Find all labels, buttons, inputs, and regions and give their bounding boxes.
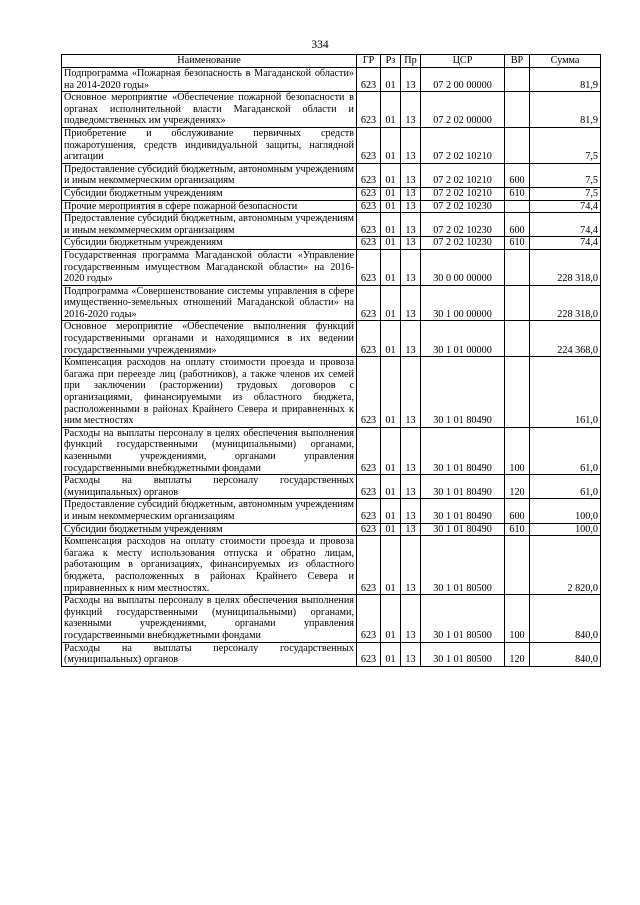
- table-header-row: [62, 55, 601, 68]
- cell-name: Основное мероприятие «Обеспечение выполнения функций государственными органами и находящимися в их ведении государственными учреждениями»: [62, 321, 357, 357]
- cell-name: Основное мероприятие «Обеспечение пожарной безопасности в органах исполнительной власти Магаданской области и подведомственных им учреждениях»: [62, 92, 357, 128]
- cell-sum: 100,0: [530, 523, 601, 536]
- header-sum: Сумма: [530, 55, 601, 68]
- cell-rz: 01: [381, 536, 401, 595]
- cell-csr: 07 2 02 10230: [421, 200, 505, 213]
- cell-gr: 623: [357, 523, 381, 536]
- cell-sum: 74,4: [530, 237, 601, 250]
- cell-csr: 07 2 02 10210: [421, 127, 505, 163]
- cell-name: Компенсация расходов на оплату стоимости проезда и провоза багажа к месту использования отпуска и обратно лицам, работающим в организациях, финансируемых из областного бюджета, расположенных в районах Крайнего Севера и приравненных к ним местностях.: [62, 536, 357, 595]
- cell-rz: 01: [381, 595, 401, 642]
- cell-name: Расходы на выплаты персоналу в целях обеспечения выполнения функций государственными (муниципальными) органами, казенными учреждениями, органами управления государственными внебюджетными фондами: [62, 595, 357, 642]
- table-row: [62, 285, 601, 321]
- cell-gr: 623: [357, 536, 381, 595]
- cell-gr: 623: [357, 237, 381, 250]
- table-row: [62, 523, 601, 536]
- cell-rz: 01: [381, 499, 401, 523]
- cell-csr: 07 2 02 10210: [421, 163, 505, 187]
- cell-sum: 228 318,0: [530, 249, 601, 285]
- table-row: [62, 475, 601, 499]
- cell-rz: 01: [381, 163, 401, 187]
- cell-gr: 623: [357, 427, 381, 474]
- header-gr: ГР: [357, 55, 381, 68]
- cell-vr: [505, 357, 530, 428]
- cell-sum: 161,0: [530, 357, 601, 428]
- cell-sum: 840,0: [530, 595, 601, 642]
- cell-name: Подпрограмма «Совершенствование системы управления в сфере имущественно-земельных отношений Магаданской области» на 2016-2020 годы»: [62, 285, 357, 321]
- cell-pr: 13: [401, 642, 421, 666]
- cell-pr: 13: [401, 68, 421, 92]
- cell-csr: 30 1 01 80490: [421, 523, 505, 536]
- cell-pr: 13: [401, 213, 421, 237]
- cell-name: Расходы на выплаты персоналу в целях обеспечения выполнения функций государственными (муниципальными) органами, казенными учреждениями, органами управления государственными внебюджетными фондами: [62, 427, 357, 474]
- cell-sum: 61,0: [530, 475, 601, 499]
- cell-sum: 74,4: [530, 213, 601, 237]
- table-row: [62, 163, 601, 187]
- cell-pr: 13: [401, 187, 421, 200]
- cell-vr: [505, 536, 530, 595]
- cell-pr: 13: [401, 163, 421, 187]
- cell-gr: 623: [357, 213, 381, 237]
- table-row: [62, 68, 601, 92]
- cell-gr: 623: [357, 595, 381, 642]
- cell-sum: 840,0: [530, 642, 601, 666]
- cell-rz: 01: [381, 642, 401, 666]
- cell-sum: 74,4: [530, 200, 601, 213]
- cell-sum: 7,5: [530, 163, 601, 187]
- cell-rz: 01: [381, 427, 401, 474]
- cell-vr: 100: [505, 427, 530, 474]
- cell-rz: 01: [381, 213, 401, 237]
- cell-csr: 30 1 01 80500: [421, 642, 505, 666]
- cell-gr: 623: [357, 642, 381, 666]
- cell-name: Предоставление субсидий бюджетным, автономным учреждениям и иным некоммерческим организациям: [62, 163, 357, 187]
- cell-vr: 600: [505, 499, 530, 523]
- cell-vr: [505, 285, 530, 321]
- cell-csr: 30 1 01 80500: [421, 595, 505, 642]
- cell-pr: 13: [401, 237, 421, 250]
- cell-gr: 623: [357, 357, 381, 428]
- table-body: [62, 68, 601, 667]
- table-row: [62, 427, 601, 474]
- cell-vr: 600: [505, 163, 530, 187]
- cell-rz: 01: [381, 321, 401, 357]
- cell-sum: 224 368,0: [530, 321, 601, 357]
- cell-gr: 623: [357, 163, 381, 187]
- cell-vr: 610: [505, 523, 530, 536]
- cell-vr: 610: [505, 237, 530, 250]
- cell-sum: 2 820,0: [530, 536, 601, 595]
- cell-name: Компенсация расходов на оплату стоимости проезда и провоза багажа при переезде лиц (работников), а также членов их семей при заключении (расторжении) трудовых договоров с организациями, финансируемыми из областного бюджета, расположенными в районах Крайнего Севера и приравненных к ним местностях: [62, 357, 357, 428]
- page-number: 334: [311, 39, 329, 51]
- cell-csr: 07 2 02 10230: [421, 237, 505, 250]
- cell-rz: 01: [381, 92, 401, 128]
- cell-vr: 120: [505, 475, 530, 499]
- cell-vr: [505, 321, 530, 357]
- cell-csr: 30 1 01 80490: [421, 427, 505, 474]
- cell-gr: 623: [357, 68, 381, 92]
- cell-rz: 01: [381, 187, 401, 200]
- cell-pr: 13: [401, 249, 421, 285]
- cell-vr: 610: [505, 187, 530, 200]
- cell-vr: [505, 68, 530, 92]
- table-row: [62, 499, 601, 523]
- table-row: [62, 92, 601, 128]
- cell-name: Субсидии бюджетным учреждениям: [62, 523, 357, 536]
- cell-vr: 600: [505, 213, 530, 237]
- table-row: [62, 200, 601, 213]
- table-row: [62, 249, 601, 285]
- cell-pr: 13: [401, 285, 421, 321]
- cell-csr: 07 2 00 00000: [421, 68, 505, 92]
- table-row: [62, 536, 601, 595]
- cell-gr: 623: [357, 285, 381, 321]
- cell-sum: 228 318,0: [530, 285, 601, 321]
- cell-rz: 01: [381, 237, 401, 250]
- cell-rz: 01: [381, 200, 401, 213]
- cell-pr: 13: [401, 357, 421, 428]
- cell-sum: 61,0: [530, 427, 601, 474]
- cell-pr: 13: [401, 499, 421, 523]
- cell-gr: 623: [357, 187, 381, 200]
- cell-rz: 01: [381, 285, 401, 321]
- cell-gr: 623: [357, 92, 381, 128]
- cell-gr: 623: [357, 321, 381, 357]
- cell-rz: 01: [381, 68, 401, 92]
- cell-sum: 100,0: [530, 499, 601, 523]
- cell-gr: 623: [357, 475, 381, 499]
- cell-rz: 01: [381, 249, 401, 285]
- table-row: [62, 213, 601, 237]
- header-rz: Рз: [381, 55, 401, 68]
- cell-csr: 30 1 01 80500: [421, 536, 505, 595]
- cell-vr: 100: [505, 595, 530, 642]
- cell-vr: [505, 249, 530, 285]
- table-row: [62, 127, 601, 163]
- table-row: [62, 642, 601, 666]
- table-row: [62, 357, 601, 428]
- header-name: Наименование: [62, 55, 357, 68]
- table-row: [62, 321, 601, 357]
- cell-name: Предоставление субсидий бюджетным, автономным учреждениям и иным некоммерческим организациям: [62, 499, 357, 523]
- cell-csr: 07 2 02 10210: [421, 187, 505, 200]
- cell-csr: 30 1 01 00000: [421, 321, 505, 357]
- cell-rz: 01: [381, 127, 401, 163]
- table-row: [62, 237, 601, 250]
- table-row: [62, 187, 601, 200]
- cell-gr: 623: [357, 200, 381, 213]
- cell-pr: 13: [401, 92, 421, 128]
- cell-csr: 07 2 02 10230: [421, 213, 505, 237]
- cell-name: Подпрограмма «Пожарная безопасность в Магаданской области» на 2014-2020 годы»: [62, 68, 357, 92]
- cell-name: Субсидии бюджетным учреждениям: [62, 187, 357, 200]
- cell-gr: 623: [357, 499, 381, 523]
- cell-csr: 30 1 01 80490: [421, 475, 505, 499]
- cell-csr: 30 1 01 80490: [421, 357, 505, 428]
- cell-name: Расходы на выплаты персоналу государственных (муниципальных) органов: [62, 642, 357, 666]
- cell-pr: 13: [401, 200, 421, 213]
- cell-vr: [505, 200, 530, 213]
- cell-sum: 81,9: [530, 68, 601, 92]
- cell-vr: [505, 127, 530, 163]
- cell-name: Предоставление субсидий бюджетным, автономным учреждениям и иным некоммерческим организациям: [62, 213, 357, 237]
- cell-sum: 7,5: [530, 127, 601, 163]
- cell-gr: 623: [357, 127, 381, 163]
- cell-rz: 01: [381, 523, 401, 536]
- cell-csr: 07 2 02 00000: [421, 92, 505, 128]
- table-row: [62, 595, 601, 642]
- cell-pr: 13: [401, 523, 421, 536]
- cell-pr: 13: [401, 595, 421, 642]
- cell-pr: 13: [401, 427, 421, 474]
- cell-vr: 120: [505, 642, 530, 666]
- header-vr: ВР: [505, 55, 530, 68]
- cell-rz: 01: [381, 475, 401, 499]
- cell-csr: 30 1 01 80490: [421, 499, 505, 523]
- cell-vr: [505, 92, 530, 128]
- cell-gr: 623: [357, 249, 381, 285]
- cell-pr: 13: [401, 475, 421, 499]
- cell-name: Субсидии бюджетным учреждениям: [62, 237, 357, 250]
- cell-pr: 13: [401, 321, 421, 357]
- header-pr: Пр: [401, 55, 421, 68]
- cell-name: Расходы на выплаты персоналу государственных (муниципальных) органов: [62, 475, 357, 499]
- cell-name: Приобретение и обслуживание первичных средств пожаротушения, средств индивидуальной защиты, наглядной агитации: [62, 127, 357, 163]
- cell-pr: 13: [401, 127, 421, 163]
- cell-name: Государственная программа Магаданской области «Управление государственным имуществом Магаданской области» на 2016-2020 годы»: [62, 249, 357, 285]
- cell-name: Прочие мероприятия в сфере пожарной безопасности: [62, 200, 357, 213]
- cell-pr: 13: [401, 536, 421, 595]
- budget-table: [61, 54, 601, 667]
- header-csr: ЦСР: [421, 55, 505, 68]
- cell-sum: 81,9: [530, 92, 601, 128]
- cell-csr: 30 0 00 00000: [421, 249, 505, 285]
- cell-sum: 7,5: [530, 187, 601, 200]
- cell-csr: 30 1 00 00000: [421, 285, 505, 321]
- cell-rz: 01: [381, 357, 401, 428]
